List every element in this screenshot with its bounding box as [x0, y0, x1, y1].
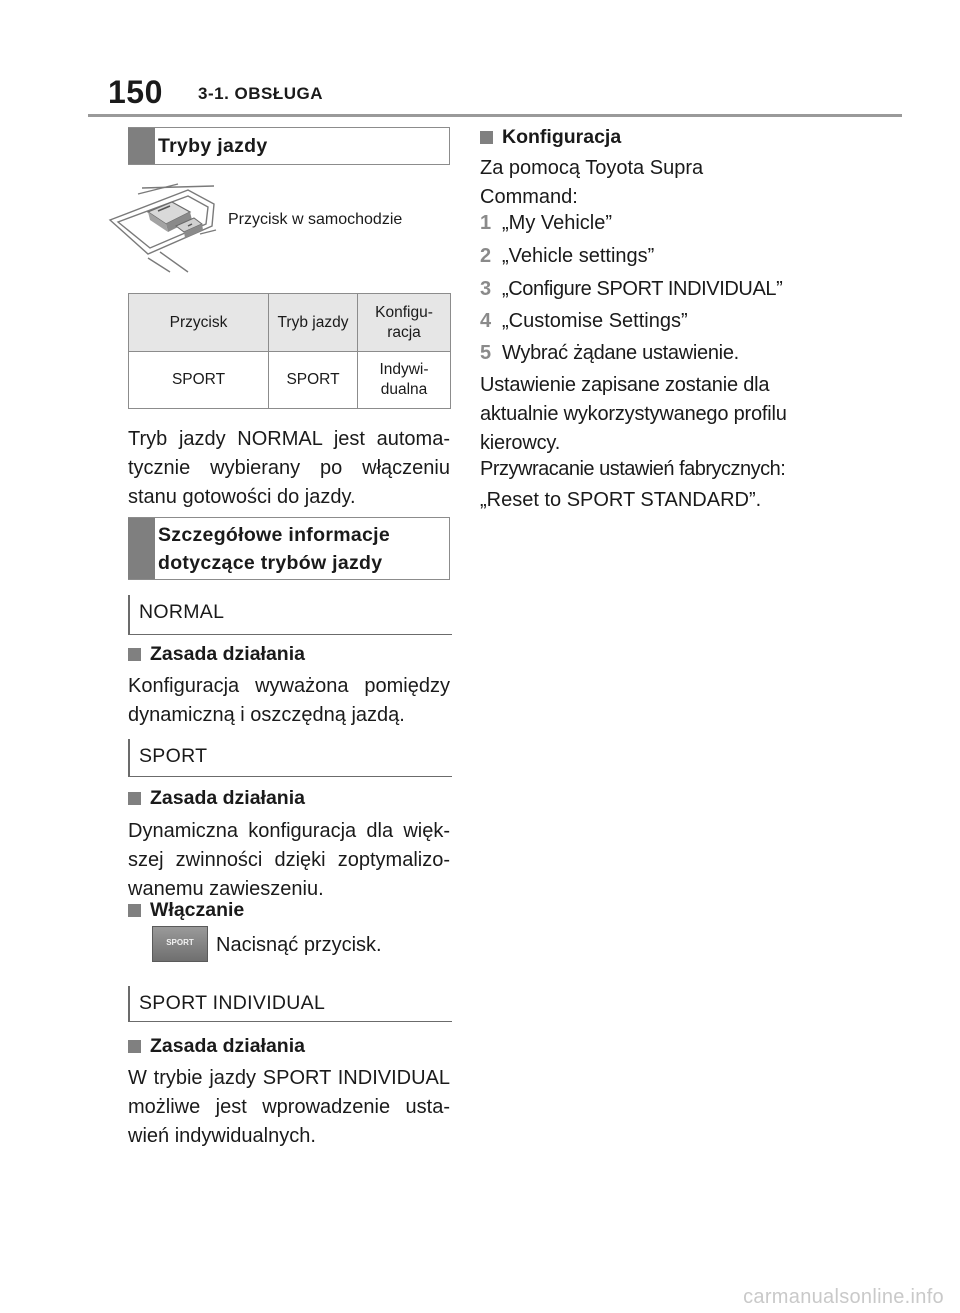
principle-heading-text: Zasada działania — [150, 643, 305, 665]
heading-line: Szczegółowe informacje — [158, 523, 390, 546]
table-header-text: Tryb jazdy — [277, 313, 349, 331]
step-text: „Customise Settings” — [502, 310, 688, 332]
heading-box-drive-modes — [128, 127, 450, 165]
table-cell: SPORT — [129, 352, 269, 409]
heading-box-details — [128, 517, 450, 580]
step-2 — [480, 245, 654, 268]
section-title: 3-1. OBSŁUGA — [198, 84, 324, 103]
profile-note: Ustawienie zapisane zostanie dla aktualnie wykorzystywanego profilu kierowcy. — [480, 374, 787, 454]
sport-button-illustration — [108, 180, 220, 274]
heading-bar — [128, 518, 155, 579]
mode-individual-heading — [128, 986, 452, 1022]
table-header-cell — [269, 294, 358, 352]
principle-heading — [128, 1035, 305, 1058]
step-5 — [480, 342, 739, 365]
mode-normal-heading — [128, 595, 452, 635]
page-number: 150 — [108, 74, 163, 110]
configuration-heading — [480, 126, 621, 149]
header-divider — [88, 114, 902, 117]
table-header-row — [129, 294, 451, 352]
table-cell: SPORT — [269, 352, 358, 409]
step-number: 3 — [480, 278, 492, 300]
individual-description: W trybie jazdy SPORT INDIVIDUAL możliwe jest wprowadzenie usta-wień indywidualnych. — [128, 1067, 450, 1147]
square-bullet-icon — [128, 648, 141, 661]
step-text: Wybrać żądane ustawienie. — [502, 342, 739, 364]
table-header-cell — [358, 294, 451, 352]
heading-text: Tryby jazdy — [158, 135, 268, 157]
step-text: „My Vehicle” — [502, 212, 613, 234]
mode-title: SPORT — [139, 745, 208, 767]
mode-title: NORMAL — [139, 601, 225, 623]
step-number: 1 — [480, 212, 492, 234]
configuration-intro: Za pomocą Toyota Supra Command: — [480, 157, 704, 208]
mode-title: SPORT INDIVIDUAL — [139, 992, 326, 1014]
watermark: carmanualsonline.info — [743, 1286, 944, 1308]
heading-bar — [128, 128, 155, 164]
principle-heading — [128, 643, 305, 666]
step-number: 4 — [480, 310, 492, 332]
step-4 — [480, 310, 688, 333]
table-header-cell: Przycisk — [129, 294, 269, 352]
square-bullet-icon — [480, 131, 493, 144]
sport-description: Dynamiczna konfiguracja dla więk-szej zwinności dzięki zoptymalizo-wanemu zawieszeniu. — [128, 820, 450, 900]
step-1 — [480, 212, 612, 235]
step-3 — [480, 278, 782, 301]
principle-heading-text: Zasada działania — [150, 787, 305, 809]
principle-heading — [128, 787, 305, 810]
sport-button-icon: SPORT — [152, 926, 208, 962]
reset-label: Przywracanie ustawień fabrycznych: — [480, 458, 786, 480]
normal-description: Konfiguracja wyważona pomiędzy dynamiczną i oszczędną jazdą. — [128, 675, 450, 726]
step-text: „Configure SPORT INDIVIDUAL” — [502, 278, 783, 300]
principle-heading-text: Zasada działania — [150, 1035, 305, 1057]
step-text: „Vehicle settings” — [502, 245, 655, 267]
heading-line: dotyczące trybów jazdy — [158, 551, 383, 574]
reset-value: „Reset to SPORT STANDARD”. — [480, 489, 762, 511]
square-bullet-icon — [128, 792, 141, 805]
press-button-text: Nacisnąć przycisk. — [216, 934, 382, 956]
square-bullet-icon — [128, 904, 141, 917]
auto-normal-paragraph: Tryb jazdy NORMAL jest automa-tycznie wybierany po włączeniu stanu gotowości do jazdy. — [128, 428, 450, 508]
drive-mode-table — [128, 293, 451, 409]
mode-sport-heading — [128, 739, 452, 777]
image-caption: Przycisk w samochodzie — [228, 211, 403, 228]
table-cell: Indywi-dualna — [358, 352, 451, 409]
heading-text — [158, 521, 390, 577]
table-row — [129, 352, 451, 409]
activation-heading — [128, 899, 244, 922]
square-bullet-icon — [128, 1040, 141, 1053]
step-number: 5 — [480, 342, 492, 364]
step-number: 2 — [480, 245, 492, 267]
table-header-text: Konfigu-racja — [375, 303, 433, 341]
configuration-heading-text: Konfiguracja — [502, 126, 622, 148]
activation-heading-text: Włączanie — [150, 899, 245, 921]
